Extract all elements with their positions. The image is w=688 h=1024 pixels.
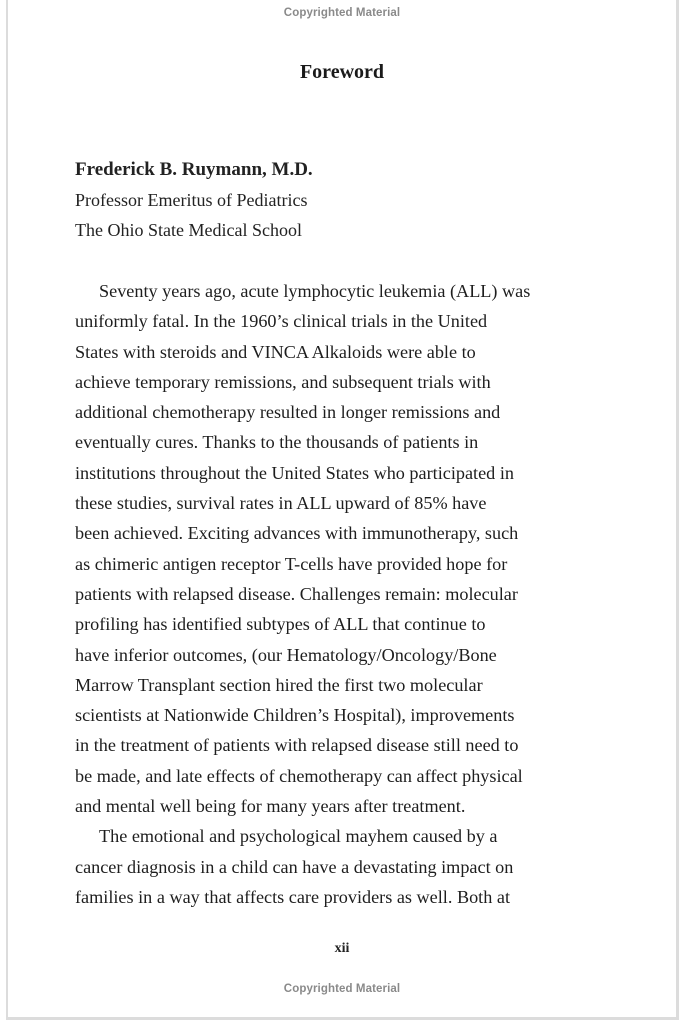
- paragraph-2: [75, 821, 615, 912]
- text-line: patients with relapsed disease. Challenges remain: molecular: [75, 583, 518, 604]
- text-line: uniformly fatal. In the 1960’s clinical trials in the United: [75, 311, 488, 332]
- author-name: Frederick B. Ruymann, M.D.: [75, 159, 313, 180]
- text-line: cancer diagnosis in a child can have a devastating impact on: [75, 856, 514, 877]
- chapter-title: Foreword: [299, 61, 385, 83]
- page-number: xii: [334, 941, 350, 956]
- text-line: families in a way that affects care providers as well. Both at: [75, 886, 510, 907]
- paragraph-1: [75, 276, 615, 821]
- book-page: [6, 0, 679, 1020]
- copyright-notice-bottom: Copyrighted Material: [283, 983, 401, 995]
- text-line: these studies, survival rates in ALL upward of 85% have: [75, 493, 487, 514]
- author-institution: The Ohio State Medical School: [75, 220, 302, 240]
- text-line: profiling has identified subtypes of ALL that continue to: [75, 614, 486, 635]
- text-line: and mental well being for many years after treatment.: [75, 796, 466, 817]
- text-line: eventually cures. Thanks to the thousands of patients in: [75, 432, 479, 453]
- text-line: States with steroids and VINCA Alkaloids were able to: [75, 341, 476, 362]
- text-line: Marrow Transplant section hired the first two molecular: [75, 674, 483, 695]
- text-line: have inferior outcomes, (our Hematology/Oncology/Bone: [75, 644, 497, 665]
- text-line: been achieved. Exciting advances with immunotherapy, such: [75, 523, 519, 544]
- copyright-notice-top: Copyrighted Material: [283, 7, 401, 19]
- body-text: [75, 276, 615, 912]
- text-line: Seventy years ago, acute lymphocytic leukemia (ALL) was: [99, 281, 531, 301]
- text-line: The emotional and psychological mayhem caused by a: [99, 826, 498, 847]
- author-block: [75, 155, 313, 245]
- text-line: as chimeric antigen receptor T-cells have provided hope for: [75, 553, 508, 574]
- text-line: scientists at Nationwide Children’s Hospital), improvements: [75, 705, 515, 726]
- text-line: institutions throughout the United States who participated in: [75, 462, 514, 483]
- text-line: additional chemotherapy resulted in longer remissions and: [75, 402, 501, 423]
- text-line: achieve temporary remissions, and subsequent trials with: [75, 371, 491, 392]
- text-line: be made, and late effects of chemotherapy can affect physical: [75, 765, 523, 786]
- author-position: Professor Emeritus of Pediatrics: [75, 190, 308, 210]
- text-line: in the treatment of patients with relapsed disease still need to: [75, 735, 519, 756]
